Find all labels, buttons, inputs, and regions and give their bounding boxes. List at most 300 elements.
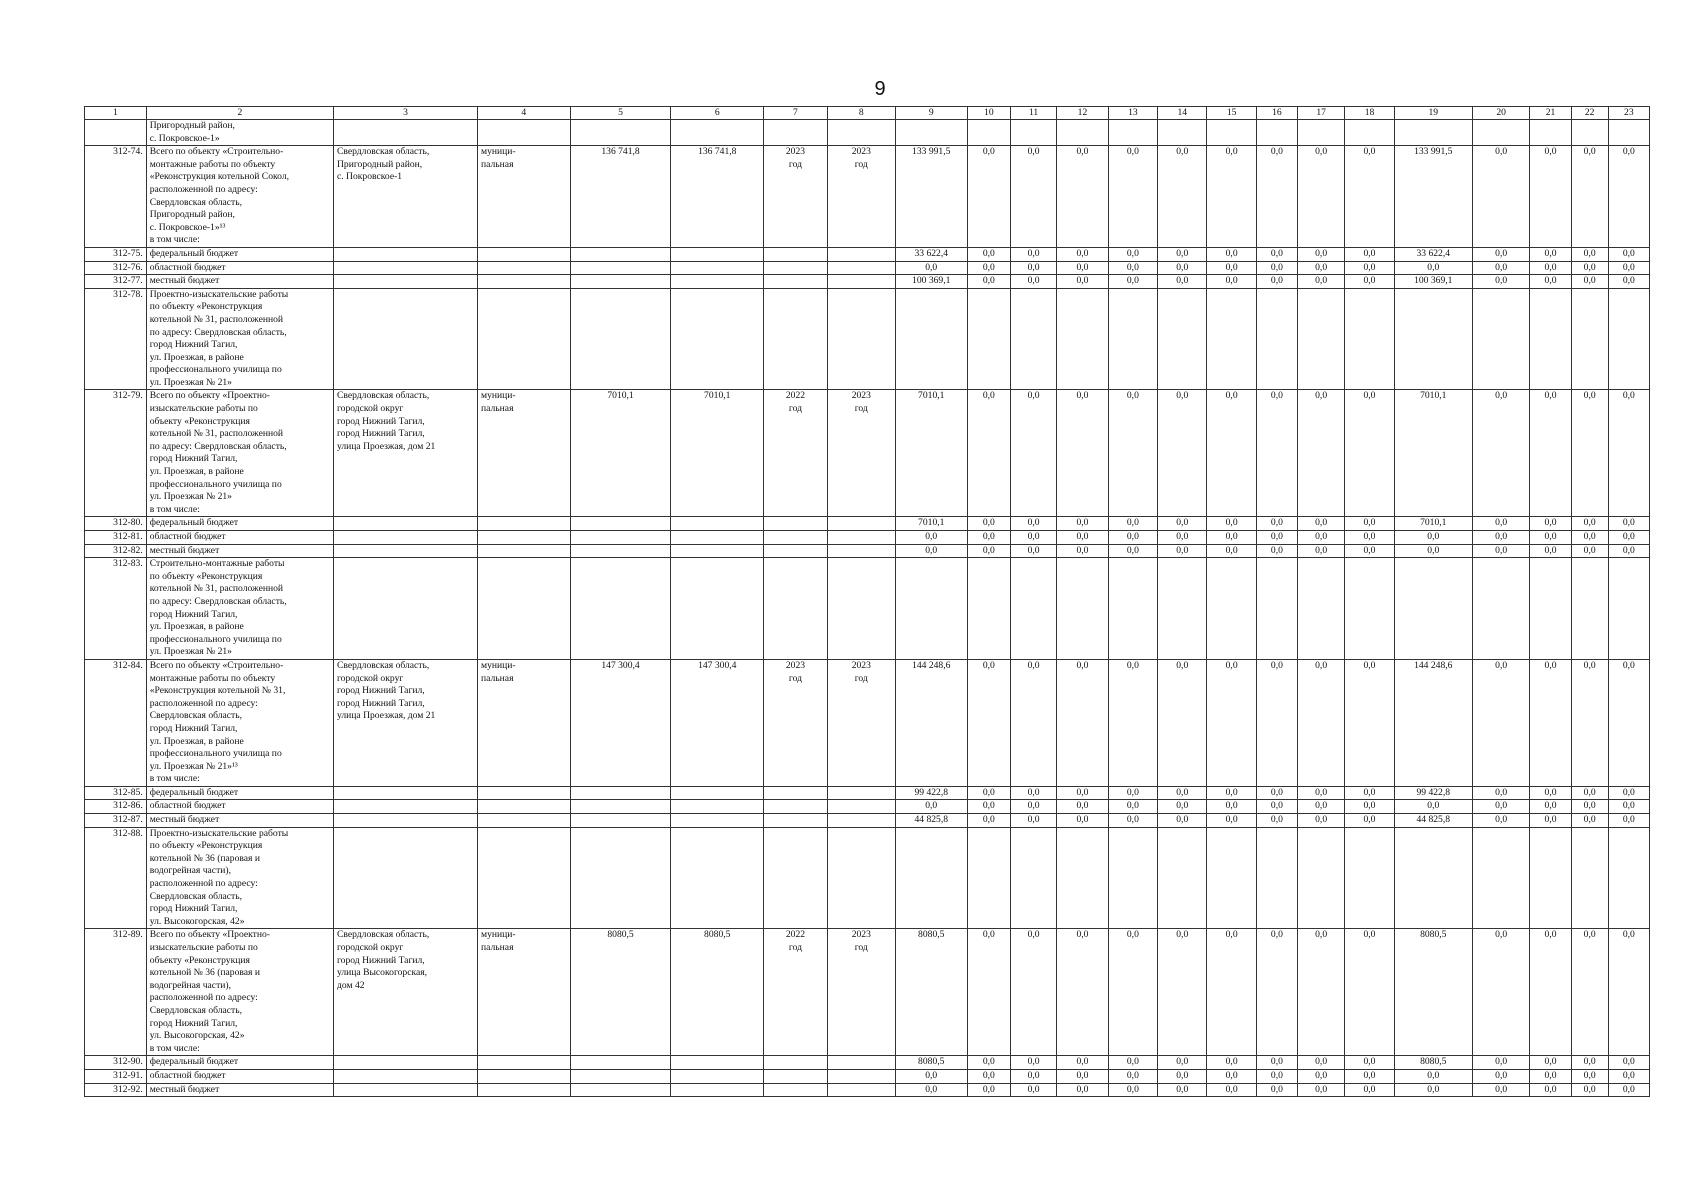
funding-value-col-19: 0,0 [1394, 1083, 1472, 1097]
start-year [764, 531, 828, 545]
end-year [827, 544, 895, 558]
funding-value-col-11: 0,0 [1010, 517, 1056, 531]
funding-value-col-16: 0,0 [1256, 659, 1297, 786]
column-number-13: 13 [1108, 107, 1157, 120]
object-location [333, 275, 477, 289]
funding-value-col-9: 7010,1 [895, 517, 967, 531]
funding-value-col-18 [1345, 288, 1394, 390]
funding-value-col-12: 0,0 [1057, 800, 1108, 814]
total-cost [671, 786, 764, 800]
funding-value-col-18: 0,0 [1345, 786, 1394, 800]
funding-value-col-19: 0,0 [1394, 261, 1472, 275]
funding-value-col-22: 0,0 [1571, 261, 1608, 275]
funding-value-col-18: 0,0 [1345, 1069, 1394, 1083]
column-number-18: 18 [1345, 107, 1394, 120]
funding-value-col-22: 0,0 [1571, 247, 1608, 261]
column-number-11: 11 [1010, 107, 1056, 120]
funding-value-col-23: 0,0 [1608, 544, 1649, 558]
funding-value-col-21: 0,0 [1530, 517, 1571, 531]
funding-value-col-9 [895, 827, 967, 929]
funding-value-col-17 [1297, 558, 1344, 660]
funding-value-col-9: 0,0 [895, 800, 967, 814]
funding-value-col-15: 0,0 [1207, 929, 1256, 1056]
row-number: 312-85. [85, 786, 147, 800]
object-name: Проектно-изыскательские работы по объекту «Реконструкция котельной № 36 (паровая и водогрейная части), расположенной по адресу: Свердловская область, город Нижний Тагил, ул. Высокогорская, 42» [146, 827, 333, 929]
end-year [827, 800, 895, 814]
ownership-form [478, 558, 571, 660]
end-year [827, 1069, 895, 1083]
funding-value-col-12: 0,0 [1057, 390, 1108, 517]
object-location [333, 247, 477, 261]
funding-value-col-18 [1345, 558, 1394, 660]
funding-value-col-15 [1207, 288, 1256, 390]
funding-value-col-17 [1297, 120, 1344, 146]
funding-value-col-9: 0,0 [895, 261, 967, 275]
column-numbers-row [85, 107, 1650, 120]
funding-value-col-14: 0,0 [1158, 659, 1207, 786]
funding-value-col-11: 0,0 [1010, 1056, 1056, 1070]
table-body [85, 120, 1650, 1097]
object-name: федеральный бюджет [146, 517, 333, 531]
end-year [827, 517, 895, 531]
object-location: Свердловская область, городской округ город Нижний Тагил, город Нижний Тагил, улица Проезжая, дом 21 [333, 659, 477, 786]
total-cost [671, 261, 764, 275]
funding-value-col-10: 0,0 [967, 1056, 1010, 1070]
table-row [85, 659, 1650, 786]
ownership-form [478, 247, 571, 261]
funding-value-col-20: 0,0 [1472, 1069, 1530, 1083]
funding-value-col-14 [1158, 120, 1207, 146]
funding-value-col-10 [967, 288, 1010, 390]
funding-value-col-15 [1207, 827, 1256, 929]
funding-value-col-22: 0,0 [1571, 517, 1608, 531]
end-year: 2023 год [827, 929, 895, 1056]
funding-value-col-16 [1256, 558, 1297, 660]
column-number-23: 23 [1608, 107, 1649, 120]
estimated-cost: 8080,5 [570, 929, 671, 1056]
funding-value-col-18 [1345, 827, 1394, 929]
object-location [333, 1083, 477, 1097]
object-location [333, 531, 477, 545]
funding-value-col-15: 0,0 [1207, 531, 1256, 545]
funding-value-col-23: 0,0 [1608, 800, 1649, 814]
funding-value-col-21: 0,0 [1530, 1083, 1571, 1097]
ownership-form [478, 1083, 571, 1097]
funding-value-col-15 [1207, 120, 1256, 146]
end-year [827, 558, 895, 660]
funding-value-col-13: 0,0 [1108, 261, 1157, 275]
table-row [85, 146, 1650, 248]
funding-value-col-12 [1057, 558, 1108, 660]
start-year [764, 814, 828, 828]
funding-value-col-11: 0,0 [1010, 390, 1056, 517]
funding-value-col-14: 0,0 [1158, 814, 1207, 828]
object-name: Строительно-монтажные работы по объекту «Реконструкция котельной № 31, расположенной по адресу: Свердловская область, город Нижний Тагил, ул. Проезжая, в районе профессионального училища по ул. Проезжая № 21» [146, 558, 333, 660]
object-location [333, 814, 477, 828]
object-name: федеральный бюджет [146, 247, 333, 261]
funding-value-col-19: 33 622,4 [1394, 247, 1472, 261]
estimated-cost [570, 1083, 671, 1097]
object-location [333, 558, 477, 660]
object-name: областной бюджет [146, 800, 333, 814]
funding-value-col-13: 0,0 [1108, 531, 1157, 545]
table-row [85, 517, 1650, 531]
start-year: 2023 год [764, 146, 828, 248]
funding-value-col-9: 33 622,4 [895, 247, 967, 261]
funding-value-col-13: 0,0 [1108, 517, 1157, 531]
ownership-form: муници- пальная [478, 659, 571, 786]
funding-value-col-10: 0,0 [967, 544, 1010, 558]
funding-value-col-14: 0,0 [1158, 786, 1207, 800]
estimated-cost [570, 786, 671, 800]
funding-value-col-16: 0,0 [1256, 261, 1297, 275]
total-cost [671, 120, 764, 146]
funding-value-col-9: 144 248,6 [895, 659, 967, 786]
object-name: федеральный бюджет [146, 1056, 333, 1070]
table-row [85, 558, 1650, 660]
funding-value-col-21 [1530, 288, 1571, 390]
ownership-form: муници- пальная [478, 146, 571, 248]
table-row [85, 929, 1650, 1056]
funding-value-col-10: 0,0 [967, 531, 1010, 545]
funding-value-col-14: 0,0 [1158, 544, 1207, 558]
object-name: Пригородный район, с. Покровское-1» [146, 120, 333, 146]
row-number: 312-75. [85, 247, 147, 261]
funding-value-col-13: 0,0 [1108, 146, 1157, 248]
program-table [84, 106, 1650, 1097]
funding-value-col-10: 0,0 [967, 1069, 1010, 1083]
funding-value-col-13: 0,0 [1108, 786, 1157, 800]
estimated-cost [570, 275, 671, 289]
funding-value-col-12: 0,0 [1057, 531, 1108, 545]
funding-value-col-11: 0,0 [1010, 659, 1056, 786]
funding-value-col-15: 0,0 [1207, 1056, 1256, 1070]
funding-value-col-14: 0,0 [1158, 275, 1207, 289]
column-number-12: 12 [1057, 107, 1108, 120]
object-name: Всего по объекту «Проектно- изыскательские работы по объекту «Реконструкция котельной № 31, расположенной по адресу: Свердловская область, город Нижний Тагил, ул. Проезжая, в районе профессионального училища по ул. Проезжая № 21» в том числе: [146, 390, 333, 517]
row-number: 312-78. [85, 288, 147, 390]
total-cost [671, 800, 764, 814]
start-year: 2023 год [764, 659, 828, 786]
funding-value-col-15: 0,0 [1207, 517, 1256, 531]
row-number: 312-92. [85, 1083, 147, 1097]
funding-value-col-23 [1608, 120, 1649, 146]
funding-value-col-22: 0,0 [1571, 1069, 1608, 1083]
start-year [764, 800, 828, 814]
funding-value-col-12 [1057, 288, 1108, 390]
ownership-form [478, 814, 571, 828]
object-location [333, 800, 477, 814]
funding-value-col-13 [1108, 558, 1157, 660]
funding-value-col-18: 0,0 [1345, 261, 1394, 275]
funding-value-col-9 [895, 558, 967, 660]
column-number-8: 8 [827, 107, 895, 120]
funding-value-col-21: 0,0 [1530, 659, 1571, 786]
funding-value-col-12: 0,0 [1057, 517, 1108, 531]
column-number-3: 3 [333, 107, 477, 120]
funding-value-col-21: 0,0 [1530, 800, 1571, 814]
estimated-cost [570, 544, 671, 558]
funding-value-col-16: 0,0 [1256, 1056, 1297, 1070]
funding-value-col-23 [1608, 288, 1649, 390]
funding-value-col-23: 0,0 [1608, 146, 1649, 248]
funding-value-col-19 [1394, 120, 1472, 146]
funding-value-col-17 [1297, 288, 1344, 390]
ownership-form [478, 288, 571, 390]
funding-value-col-20: 0,0 [1472, 929, 1530, 1056]
funding-value-col-21: 0,0 [1530, 814, 1571, 828]
object-location [333, 1069, 477, 1083]
total-cost [671, 1083, 764, 1097]
funding-value-col-9: 99 422,8 [895, 786, 967, 800]
funding-value-col-17: 0,0 [1297, 390, 1344, 517]
funding-value-col-18: 0,0 [1345, 659, 1394, 786]
funding-value-col-10: 0,0 [967, 275, 1010, 289]
ownership-form [478, 1056, 571, 1070]
ownership-form: муници- пальная [478, 390, 571, 517]
funding-value-col-19: 8080,5 [1394, 1056, 1472, 1070]
funding-value-col-20: 0,0 [1472, 800, 1530, 814]
estimated-cost [570, 261, 671, 275]
funding-value-col-23: 0,0 [1608, 261, 1649, 275]
funding-value-col-16: 0,0 [1256, 146, 1297, 248]
funding-value-col-16: 0,0 [1256, 814, 1297, 828]
funding-value-col-19: 133 991,5 [1394, 146, 1472, 248]
estimated-cost [570, 120, 671, 146]
funding-value-col-19: 7010,1 [1394, 390, 1472, 517]
funding-value-col-9: 0,0 [895, 544, 967, 558]
ownership-form [478, 261, 571, 275]
funding-value-col-12: 0,0 [1057, 659, 1108, 786]
estimated-cost [570, 558, 671, 660]
funding-value-col-12: 0,0 [1057, 146, 1108, 248]
funding-value-col-15: 0,0 [1207, 1083, 1256, 1097]
estimated-cost [570, 247, 671, 261]
object-location [333, 827, 477, 929]
funding-value-col-16 [1256, 827, 1297, 929]
funding-value-col-19: 0,0 [1394, 800, 1472, 814]
funding-value-col-16: 0,0 [1256, 390, 1297, 517]
funding-value-col-22: 0,0 [1571, 544, 1608, 558]
row-number: 312-77. [85, 275, 147, 289]
end-year [827, 247, 895, 261]
funding-value-col-20: 0,0 [1472, 1056, 1530, 1070]
object-name: федеральный бюджет [146, 786, 333, 800]
funding-value-col-22 [1571, 827, 1608, 929]
funding-value-col-17: 0,0 [1297, 929, 1344, 1056]
funding-value-col-16 [1256, 288, 1297, 390]
estimated-cost [570, 814, 671, 828]
total-cost [671, 558, 764, 660]
funding-value-col-13: 0,0 [1108, 659, 1157, 786]
object-location [333, 517, 477, 531]
funding-value-col-12 [1057, 827, 1108, 929]
funding-value-col-19: 0,0 [1394, 1069, 1472, 1083]
funding-value-col-14: 0,0 [1158, 531, 1207, 545]
funding-value-col-20: 0,0 [1472, 814, 1530, 828]
funding-value-col-9 [895, 120, 967, 146]
object-location [333, 1056, 477, 1070]
funding-value-col-16: 0,0 [1256, 1083, 1297, 1097]
start-year [764, 288, 828, 390]
funding-value-col-9: 0,0 [895, 1069, 967, 1083]
funding-value-col-23: 0,0 [1608, 1083, 1649, 1097]
funding-value-col-13: 0,0 [1108, 1083, 1157, 1097]
estimated-cost [570, 1069, 671, 1083]
funding-value-col-11: 0,0 [1010, 531, 1056, 545]
funding-value-col-12: 0,0 [1057, 1083, 1108, 1097]
funding-value-col-21: 0,0 [1530, 929, 1571, 1056]
funding-value-col-10: 0,0 [967, 929, 1010, 1056]
funding-value-col-17: 0,0 [1297, 261, 1344, 275]
ownership-form [478, 827, 571, 929]
funding-value-col-16 [1256, 120, 1297, 146]
funding-value-col-19: 0,0 [1394, 531, 1472, 545]
table-row [85, 261, 1650, 275]
funding-value-col-20: 0,0 [1472, 517, 1530, 531]
funding-value-col-19: 0,0 [1394, 544, 1472, 558]
funding-value-col-20: 0,0 [1472, 544, 1530, 558]
funding-value-col-12: 0,0 [1057, 261, 1108, 275]
end-year [827, 1056, 895, 1070]
funding-value-col-22: 0,0 [1571, 814, 1608, 828]
object-location [333, 786, 477, 800]
funding-value-col-19: 8080,5 [1394, 929, 1472, 1056]
table-row [85, 800, 1650, 814]
funding-value-col-11 [1010, 558, 1056, 660]
estimated-cost [570, 517, 671, 531]
ownership-form [478, 786, 571, 800]
funding-value-col-14: 0,0 [1158, 146, 1207, 248]
funding-value-col-14: 0,0 [1158, 517, 1207, 531]
funding-value-col-21 [1530, 558, 1571, 660]
row-number: 312-74. [85, 146, 147, 248]
funding-value-col-10: 0,0 [967, 146, 1010, 248]
table-row [85, 1083, 1650, 1097]
end-year [827, 827, 895, 929]
column-number-16: 16 [1256, 107, 1297, 120]
object-name: местный бюджет [146, 814, 333, 828]
object-location [333, 261, 477, 275]
end-year [827, 814, 895, 828]
funding-value-col-23: 0,0 [1608, 275, 1649, 289]
column-number-4: 4 [478, 107, 571, 120]
funding-value-col-12: 0,0 [1057, 247, 1108, 261]
start-year [764, 1056, 828, 1070]
funding-value-col-20: 0,0 [1472, 659, 1530, 786]
funding-value-col-11: 0,0 [1010, 146, 1056, 248]
funding-value-col-20: 0,0 [1472, 146, 1530, 248]
table-row [85, 544, 1650, 558]
funding-value-col-13: 0,0 [1108, 929, 1157, 1056]
funding-value-col-15: 0,0 [1207, 814, 1256, 828]
ownership-form [478, 531, 571, 545]
funding-value-col-19 [1394, 827, 1472, 929]
estimated-cost [570, 827, 671, 929]
funding-value-col-22: 0,0 [1571, 786, 1608, 800]
end-year [827, 261, 895, 275]
funding-value-col-15: 0,0 [1207, 659, 1256, 786]
object-location: Свердловская область, городской округ город Нижний Тагил, город Нижний Тагил, улица Проезжая, дом 21 [333, 390, 477, 517]
ownership-form [478, 120, 571, 146]
funding-value-col-18: 0,0 [1345, 247, 1394, 261]
table-row [85, 1069, 1650, 1083]
total-cost [671, 531, 764, 545]
funding-value-col-20 [1472, 288, 1530, 390]
column-number-17: 17 [1297, 107, 1344, 120]
estimated-cost [570, 288, 671, 390]
funding-value-col-12: 0,0 [1057, 814, 1108, 828]
funding-value-col-9: 7010,1 [895, 390, 967, 517]
funding-value-col-17: 0,0 [1297, 814, 1344, 828]
funding-value-col-13 [1108, 120, 1157, 146]
funding-value-col-20: 0,0 [1472, 531, 1530, 545]
program-table-wrapper [84, 106, 1650, 1097]
column-number-10: 10 [967, 107, 1010, 120]
funding-value-col-11 [1010, 288, 1056, 390]
funding-value-col-20: 0,0 [1472, 247, 1530, 261]
end-year [827, 786, 895, 800]
funding-value-col-23: 0,0 [1608, 247, 1649, 261]
object-name: местный бюджет [146, 1083, 333, 1097]
funding-value-col-22 [1571, 288, 1608, 390]
funding-value-col-21: 0,0 [1530, 531, 1571, 545]
total-cost: 147 300,4 [671, 659, 764, 786]
funding-value-col-11: 0,0 [1010, 929, 1056, 1056]
funding-value-col-22 [1571, 120, 1608, 146]
funding-value-col-14 [1158, 558, 1207, 660]
total-cost [671, 275, 764, 289]
funding-value-col-9: 100 369,1 [895, 275, 967, 289]
total-cost [671, 1069, 764, 1083]
column-number-21: 21 [1530, 107, 1571, 120]
funding-value-col-13: 0,0 [1108, 814, 1157, 828]
funding-value-col-12: 0,0 [1057, 929, 1108, 1056]
funding-value-col-22: 0,0 [1571, 275, 1608, 289]
funding-value-col-20: 0,0 [1472, 1083, 1530, 1097]
funding-value-col-9: 8080,5 [895, 929, 967, 1056]
row-number: 312-89. [85, 929, 147, 1056]
table-row [85, 1056, 1650, 1070]
funding-value-col-15: 0,0 [1207, 247, 1256, 261]
row-number: 312-87. [85, 814, 147, 828]
start-year [764, 1083, 828, 1097]
ownership-form [478, 275, 571, 289]
row-number: 312-76. [85, 261, 147, 275]
funding-value-col-22: 0,0 [1571, 1083, 1608, 1097]
funding-value-col-23: 0,0 [1608, 786, 1649, 800]
row-number: 312-86. [85, 800, 147, 814]
end-year [827, 288, 895, 390]
funding-value-col-18: 0,0 [1345, 275, 1394, 289]
funding-value-col-13: 0,0 [1108, 275, 1157, 289]
funding-value-col-19: 100 369,1 [1394, 275, 1472, 289]
funding-value-col-15: 0,0 [1207, 275, 1256, 289]
funding-value-col-16: 0,0 [1256, 786, 1297, 800]
total-cost [671, 814, 764, 828]
funding-value-col-10 [967, 827, 1010, 929]
start-year [764, 827, 828, 929]
funding-value-col-16: 0,0 [1256, 517, 1297, 531]
funding-value-col-10: 0,0 [967, 390, 1010, 517]
funding-value-col-21: 0,0 [1530, 1069, 1571, 1083]
total-cost [671, 1056, 764, 1070]
funding-value-col-17: 0,0 [1297, 1056, 1344, 1070]
column-number-15: 15 [1207, 107, 1256, 120]
funding-value-col-18: 0,0 [1345, 1056, 1394, 1070]
funding-value-col-11: 0,0 [1010, 261, 1056, 275]
funding-value-col-17: 0,0 [1297, 544, 1344, 558]
